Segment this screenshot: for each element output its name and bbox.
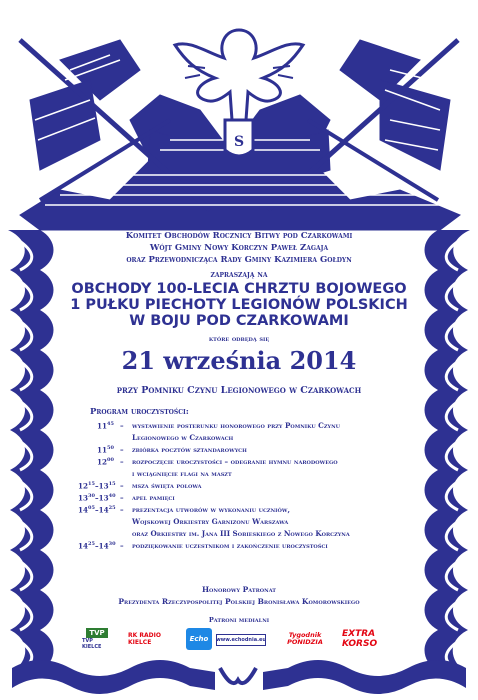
program-item-text: zbiórka pocztów sztandarowych xyxy=(132,445,247,454)
program-item-text: wystawienie posterunku honorowego przy Pomniku Czynu xyxy=(132,421,341,430)
program-dash: – xyxy=(120,541,124,550)
echodnia-logo: www.echodnia.eu xyxy=(216,634,266,646)
program-dash: – xyxy=(120,481,124,490)
event-title-line-2: 1 PUŁKU PIECHOTY LEGIONÓW POLSKICH xyxy=(70,297,408,313)
tvp-logo-mark: TVP xyxy=(86,628,107,638)
program-time: $11^{45}$ xyxy=(97,421,114,431)
program-dash: – xyxy=(120,505,124,514)
program-dash: – xyxy=(120,457,124,466)
event-title-line-1: OBCHODY 100-LECIA CHRZTU BOJOWEGO xyxy=(71,281,407,297)
program-item-text: oraz Orkiestry im. Jana III Sobieskiego z Nowego Korczyna xyxy=(132,529,350,538)
program-item-text: msza święta polowa xyxy=(132,481,202,490)
media-logos xyxy=(80,628,400,650)
program-time: $12^{00}$ xyxy=(97,457,114,467)
program-time: $13^{30}-13^{40}$ xyxy=(78,493,116,503)
event-date: 21 września 2014 xyxy=(121,346,357,375)
program-time: $14^{05}-14^{25}$ xyxy=(78,505,116,515)
radio-kielce-logo xyxy=(128,628,174,650)
program-item-text: podziękowanie uczestnikom i zakończenie uroczystości xyxy=(132,541,328,550)
extra-korso-logo: EXTRA KORSO xyxy=(342,629,378,649)
committee-line: Komitet Obchodów Rocznicy Bitwy pod Czarkowami xyxy=(125,231,353,241)
program-dash: – xyxy=(120,445,124,454)
media-title: Patroni medialni xyxy=(208,616,270,624)
svg-text:S: S xyxy=(233,134,245,150)
program-time: $12^{15}-13^{15}$ xyxy=(78,481,116,491)
patronage-who: Prezydenta Rzeczypospolitej Polskiej Bronisława Komorowskiego xyxy=(118,597,360,606)
program-item-text: Legionowego w Czarkowach xyxy=(132,433,234,442)
program-time: $11^{50}$ xyxy=(97,445,114,455)
invite-line: zapraszają na xyxy=(210,269,268,279)
program-item-text: Wojskowej Orkiestry Garnizonu Warszawa xyxy=(132,517,289,526)
echo-logo: Echo xyxy=(186,628,212,650)
program-item-text: apel pamięci xyxy=(132,493,175,502)
tygodnik-ponidzia-logo: Tygodnik PONIDZIA xyxy=(287,631,323,646)
mayor-line: Wójt Gminy Nowy Korczyn Paweł Zagaja xyxy=(149,243,329,253)
tvp-kielce-logo xyxy=(82,628,112,650)
event-title-line-3: W BOJU POD CZARKOWAMI xyxy=(129,313,349,329)
chair-line: oraz Przewodnicząca Rady Gminy Kazimiera Gołdyn xyxy=(126,255,352,265)
event-place: przy Pomniku Czynu Legionowego w Czarkowach xyxy=(116,385,362,396)
program-dash: – xyxy=(120,493,124,502)
program-item-text: i wciągnięcie flagi na maszt xyxy=(132,469,232,478)
program-title: Program uroczystości: xyxy=(90,407,189,417)
program-item-text: rozpoczęcie uroczystości – odegranie hymnu narodowego xyxy=(132,457,338,466)
program-dash: – xyxy=(120,421,124,430)
event-title xyxy=(0,281,478,329)
patronage-title: Honorowy Patronat xyxy=(201,585,277,594)
which-line: które odbędą się xyxy=(208,334,270,343)
radio-kielce-label: RK RADIO KIELCE xyxy=(128,632,161,646)
tvp-logo-label: TVP KIELCE xyxy=(82,638,102,650)
program-time: $14^{25}-14^{30}$ xyxy=(78,541,116,551)
program-item-text: prezentacja utworów w wykonaniu uczniów, xyxy=(132,505,290,514)
